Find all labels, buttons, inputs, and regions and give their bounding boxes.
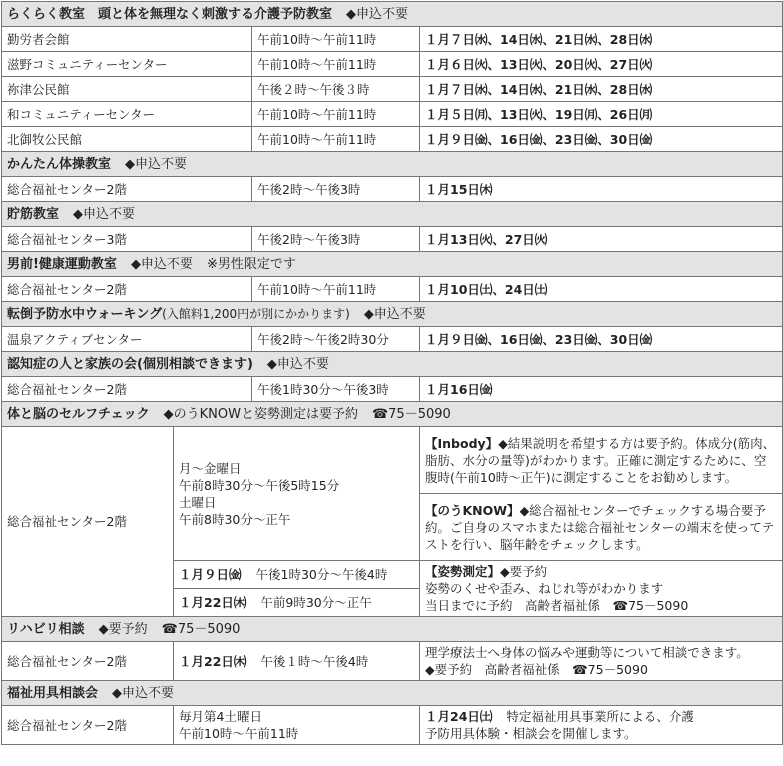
schedule-cell <box>174 706 420 745</box>
table-row <box>2 377 783 402</box>
time-cell: 午後２時～午後３時 <box>252 77 420 102</box>
section-note: ◆申込不要 <box>346 6 409 22</box>
nouknow-text: ◆総合福祉センターでチェックする場合要予約。ご自身のスマホまたは総合福祉センターの端末を使ってテストを行い、脳年齢をチェックします。 <box>425 502 775 552</box>
date-label: １月22日㈭ <box>179 653 247 669</box>
section-title: 福祉用具相談会 <box>7 685 99 701</box>
table-row <box>2 327 783 352</box>
schedule-saturday: 土曜日 <box>179 494 217 510</box>
section-header-ninchi <box>2 352 783 377</box>
dates-cell: １月５日㈪、13日㈫、19日㈪、26日㈪ <box>420 102 783 127</box>
section-note: ◆のうKNOWと姿勢測定は要予約 <box>163 406 358 422</box>
table-row <box>2 227 783 252</box>
time-label: 午後1時30分～午後4時 <box>255 567 388 582</box>
place-cell: 総合福祉センター2階 <box>2 377 252 402</box>
schedule-time: 午前10時～午前11時 <box>179 726 299 741</box>
time-cell: 午前10時～午前11時 <box>252 27 420 52</box>
section-note: ◆申込不要 <box>130 256 193 272</box>
time-cell: 午前10時～午前11時 <box>252 102 420 127</box>
dates-cell: １月16日㈮ <box>420 377 783 402</box>
section-subtitle: (個別相談できます) <box>137 356 253 372</box>
section-title: らくらく教室 頭と体を無理なく刺激する介護予防教室 <box>7 6 333 22</box>
time-label: 午後１時～午後4時 <box>260 653 369 669</box>
posture-cell <box>420 561 783 617</box>
time-cell: 午後2時～午後3時 <box>252 177 420 202</box>
posture-date-1 <box>174 561 420 589</box>
time-label: 午前9時30分～正午 <box>260 595 372 610</box>
section-note: ◆申込不要 <box>125 156 188 172</box>
fukushi-description-2: 予防用具体験・相談会を開催します。 <box>425 726 637 741</box>
section-title: 体と脳のセルフチェック <box>7 406 150 422</box>
section-header-tentou <box>2 302 783 327</box>
section-header-otokomae <box>2 252 783 277</box>
table-row <box>2 127 783 152</box>
posture-reservation: 当日までに予約 高齢者福祉係 ☎75－5090 <box>425 598 689 613</box>
inbody-text: ◆結果説明を希望する方は要予約。体成分(筋肉、脂肪、水分の量等)がわかります。正確に測定するために、空腹時(午前10時～正午)に測定することをお勧めします。 <box>425 435 776 485</box>
posture-label: 【姿勢測定】 <box>425 564 501 579</box>
section-title: 貯筋教室 <box>7 206 60 222</box>
section-header-kantan <box>2 152 783 177</box>
phone-number: ☎75－5090 <box>161 621 241 637</box>
table-row <box>2 706 783 745</box>
place-cell: 勤労者会館 <box>2 27 252 52</box>
section-note-men-only: ※男性限定です <box>206 256 296 272</box>
section-header-fukushi <box>2 681 783 706</box>
schedule-cell <box>174 427 420 561</box>
place-cell: 総合福祉センター3階 <box>2 227 252 252</box>
inbody-label: 【Inbody】 <box>425 435 499 451</box>
rehab-description-cell <box>420 642 783 681</box>
table-row <box>2 642 783 681</box>
section-subtitle: (入館料1,200円が別にかかります) <box>162 306 350 321</box>
fukushi-description-cell <box>420 706 783 745</box>
table-row <box>2 177 783 202</box>
schedule-weekday-time: 午前8時30分～午後5時15分 <box>179 477 340 493</box>
section-header-selfcheck <box>2 402 783 427</box>
table-row <box>2 102 783 127</box>
posture-description: 姿勢のくせや歪み、ねじれ等がわかります <box>425 581 664 596</box>
time-cell: 午後2時～午後2時30分 <box>252 327 420 352</box>
table-row <box>2 27 783 52</box>
place-cell: 総合福祉センター2階 <box>2 177 252 202</box>
table-row <box>2 77 783 102</box>
time-cell: 午前10時～午前11時 <box>252 277 420 302</box>
dates-cell: １月９日㈮、16日㈮、23日㈮、30日㈮ <box>420 127 783 152</box>
section-note: ◆申込不要 <box>363 306 426 322</box>
table-row <box>2 52 783 77</box>
inbody-cell <box>420 427 783 494</box>
phone-number: ☎75－5090 <box>371 406 451 422</box>
dates-cell: １月６日㈫、13日㈫、20日㈫、27日㈫ <box>420 52 783 77</box>
section-title: リハビリ相談 <box>7 621 85 637</box>
rehab-description: 理学療法士へ身体の悩みや運動等について相談できます。 <box>425 645 749 660</box>
dates-cell: １月９日㈮、16日㈮、23日㈮、30日㈮ <box>420 327 783 352</box>
place-cell: 和コミュニティーセンター <box>2 102 252 127</box>
section-note: ◆申込不要 <box>112 685 175 701</box>
section-title: 転倒予防水中ウォーキング <box>7 306 163 322</box>
posture-date-2 <box>174 589 420 617</box>
dates-cell: １月13日㈫、27日㈫ <box>420 227 783 252</box>
place-cell: 総合福祉センター2階 <box>2 277 252 302</box>
event-schedule-table <box>1 1 783 745</box>
section-title: 認知症の人と家族の会 <box>7 356 138 372</box>
dates-cell: １月７日㈬、14日㈬、21日㈬、28日㈬ <box>420 77 783 102</box>
schedule-saturday-time: 午前8時30分～正午 <box>179 511 291 527</box>
table-row <box>2 277 783 302</box>
place-cell: 総合福祉センター2階 <box>2 427 174 617</box>
section-title: 男前!健康運動教室 <box>7 256 117 272</box>
time-cell: 午後2時～午後3時 <box>252 227 420 252</box>
section-note: ◆要予約 <box>98 621 148 637</box>
schedule-weekday: 月～金曜日 <box>179 460 242 476</box>
table-row <box>2 427 783 494</box>
posture-note: ◆要予約 <box>500 564 548 579</box>
place-cell: 温泉アクティブセンター <box>2 327 252 352</box>
date-label: １月22日㈭ <box>179 595 247 610</box>
place-cell: 北御牧公民館 <box>2 127 252 152</box>
date-label: １月24日㈯ <box>425 709 493 724</box>
nouknow-label: 【のうKNOW】 <box>425 502 520 518</box>
dates-cell: １月７日㈬、14日㈬、21日㈬、28日㈬ <box>420 27 783 52</box>
rehab-reservation: ◆要予約 高齢者福祉係 ☎75－5090 <box>425 662 648 677</box>
section-header-rehab <box>2 617 783 642</box>
section-header-chokin <box>2 202 783 227</box>
dates-cell: １月10日㈯、24日㈯ <box>420 277 783 302</box>
date-label: １月９日㈮ <box>179 567 242 582</box>
section-note: ◆申込不要 <box>266 356 329 372</box>
schedule-day: 毎月第4土曜日 <box>179 709 262 724</box>
time-cell: 午前10時～午前11時 <box>252 52 420 77</box>
section-header-rakuraku <box>2 2 783 27</box>
section-title: かんたん体操教室 <box>7 156 112 172</box>
fukushi-description-1: 特定福祉用具事業所による、介護 <box>506 709 694 724</box>
time-cell: 午前10時～午前11時 <box>252 127 420 152</box>
dates-cell: １月15日㈭ <box>420 177 783 202</box>
place-cell: 祢津公民館 <box>2 77 252 102</box>
place-cell: 滋野コミュニティーセンター <box>2 52 252 77</box>
date-time-cell <box>174 642 420 681</box>
time-cell: 午後1時30分～午後3時 <box>252 377 420 402</box>
section-note: ◆申込不要 <box>73 206 136 222</box>
place-cell: 総合福祉センター2階 <box>2 706 174 745</box>
nouknow-cell <box>420 494 783 561</box>
place-cell: 総合福祉センター2階 <box>2 642 174 681</box>
